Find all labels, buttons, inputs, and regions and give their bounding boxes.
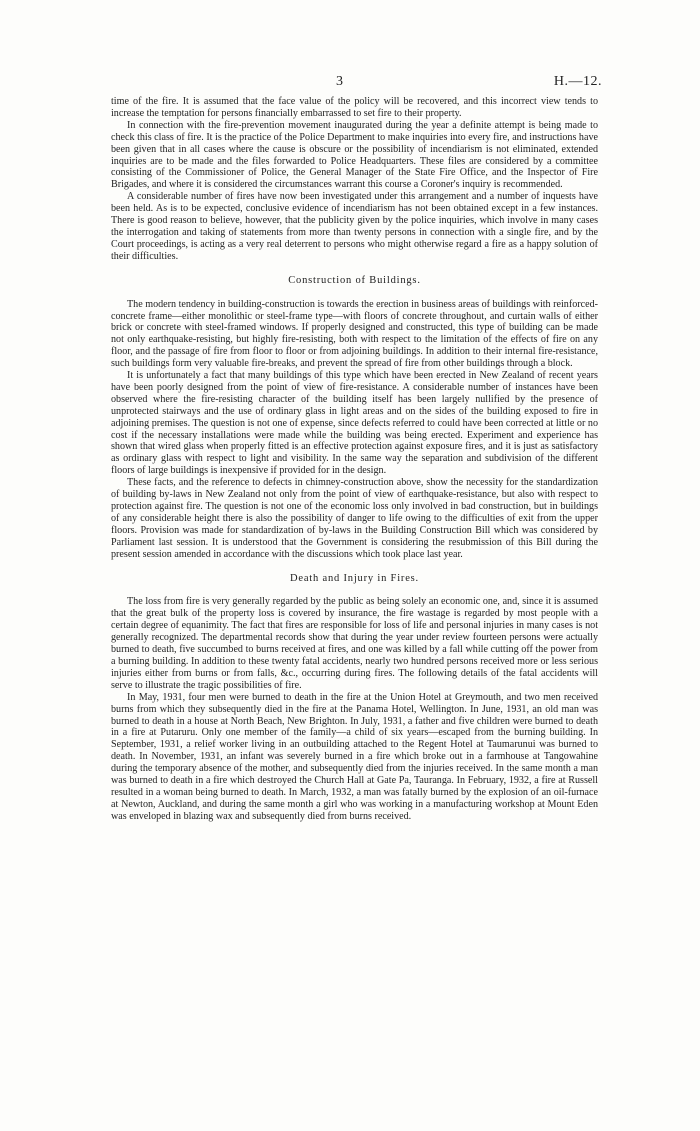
paragraph: It is unfortunately a fact that many buildings of this type which have been erected in New Zealand of recent years have been poorly designed from the point of view of fire-resistance. A considerable number of instances have been observed where the fire-resisting character of the building itself has been largely nullified by the presence of unprotected stairways and the use of ordinary glass in light areas and on the sides of the building exposed to fire in adjoining premises. The question is not one of expense, since defects referred to could have been corrected at little or no cost if the necessary installations were made while the building was being erected. Experiment and experience has shown that wired glass when properly fitted is an effective protection against exposure fires, and it is just as satisfactory as ordinary glass with respect to light and visibility. In the same way the separation and subdivision of the different floors of large buildings is inexpensive if provided for in the design. <box>111 370 598 477</box>
section-heading-construction: Construction of Buildings. <box>288 274 421 286</box>
body-text <box>111 96 598 823</box>
paragraph: A considerable number of fires have now been investigated under this arrangement and a number of inquests have been held. As is to be expected, conclusive evidence of incendiarism has not been obtained except in a few instances. There is good reason to believe, however, that the publicity given by the police inquiries, which involve in many cases the interrogation and taking of statements from more than twenty persons in connection with a single fire, and by the Court proceedings, is acting as a very real deterrent to persons who might otherwise regard a fire as a happy solution of their difficulties. <box>111 191 598 262</box>
paragraph: The modern tendency in building-construction is towards the erection in business areas of buildings with reinforced-concrete frame—either monolithic or steel-frame type—with floors of concrete throughout, and curtain walls of either brick or concrete with steel-framed windows. If properly designed and constructed, this type of building can be made not only earthquake-resisting, but highly fire-resisting, both with respect to the limitation of the effects of fire on any floor, and the passage of fire from floor to floor or from adjoining buildings. In addition to their internal fire-resistance, such buildings form very valuable fire-breaks, and prevent the spread of fire from other buildings through a block. <box>111 298 598 370</box>
paragraph: In May, 1931, four men were burned to death in the fire at the Union Hotel at Greymouth, and two men received burns from which they subsequently died in the fire at the Panama Hotel, Wellington. In June, 1931, an old man was burned to death in a house at North Beach, New Brighton. In July, 1931, a father and five children were burned to death in a fire at Putaruru. Only one member of the family—a child of six years—escaped from the burning building. In September, 1931, a relief worker living in an outbuilding attached to the Regent Hotel at Taumarunui was burned to death. In November, 1931, an infant was severely burned in a fire which broke out in a farmhouse at Tangowahine during the temporary absence of the mother, and subsequently died from the injuries received. In the same month a man was burned to death in a fire which destroyed the Church Hall at Gate Pa, Tauranga. In February, 1932, a fire at Russell resulted in a woman being burned to death. In March, 1932, a man was fatally burned by the explosion of an oil-furnace at Newton, Auckland, and during the same month a girl who was working in a manufacturing workshop at Mount Eden was enveloped in blazing wax and subsequently died from burns received. <box>111 691 598 822</box>
page-number: 3 <box>336 74 344 89</box>
paragraph: time of the fire. It is assumed that the face value of the policy will be recovered, and this incorrect view tends to increase the temptation for persons financially embarrassed to set fire to their property. <box>111 96 598 119</box>
document-reference: H.—12. <box>553 74 602 89</box>
paragraph: These facts, and the reference to defects in chimney-construction above, show the necessity for the standardization of building by-laws in New Zealand not only from the point of view of earthquake-resistance, but also with respect to protection against fire. The question is not one of the economic loss only involved in bad construction, but in buildings of any considerable height there is also the possibility of danger to life owing to the difficulties of exit from the upper floors. Provision was made for standardization of by-laws in the Building Construction Bill which was considered by Parliament last session. It is understood that the Government is considering the resubmission of this Bill during the present session amended in accordance with the discussions which took place last year. <box>111 477 598 560</box>
section-heading-death-injury: Death and Injury in Fires. <box>290 572 419 584</box>
paragraph: In connection with the fire-prevention movement inaugurated during the year a definite attempt is being made to check this class of fire. It is the practice of the Police Department to make inquiries into every fire, and instructions have been given that in all cases where the cause is obscure or the possibility of incendiarism is not eliminated, extended inquiries are to be made and the files forwarded to Police Headquarters. These files are considered by a committee consisting of the Commissioner of Police, the General Manager of the State Fire Office, and the Inspector of Fire Brigades, and where it is considered the circumstances warrant this course a Coroner's inquiry is recommended. <box>111 119 598 191</box>
paragraph: The loss from fire is very generally regarded by the public as being solely an economic one, and, since it is assumed that the great bulk of the property loss is covered by insurance, the fire wastage is regarded by most people with a certain degree of equanimity. The fact that fires are responsible for loss of life and personal injuries in many cases is not generally recognized. The departmental records show that during the year under review fourteen persons were actually burned to death, five succumbed to burns received at fires, and one was killed by a fall while cutting off the power from a burning building. In addition to these twenty fatal accidents, nearly two hundred persons received more or less serious injuries either from burns or from falls, &c., occurring during fires. The following details of the fatal accidents will serve to illustrate the tragic possibilities of fire. <box>111 596 598 691</box>
